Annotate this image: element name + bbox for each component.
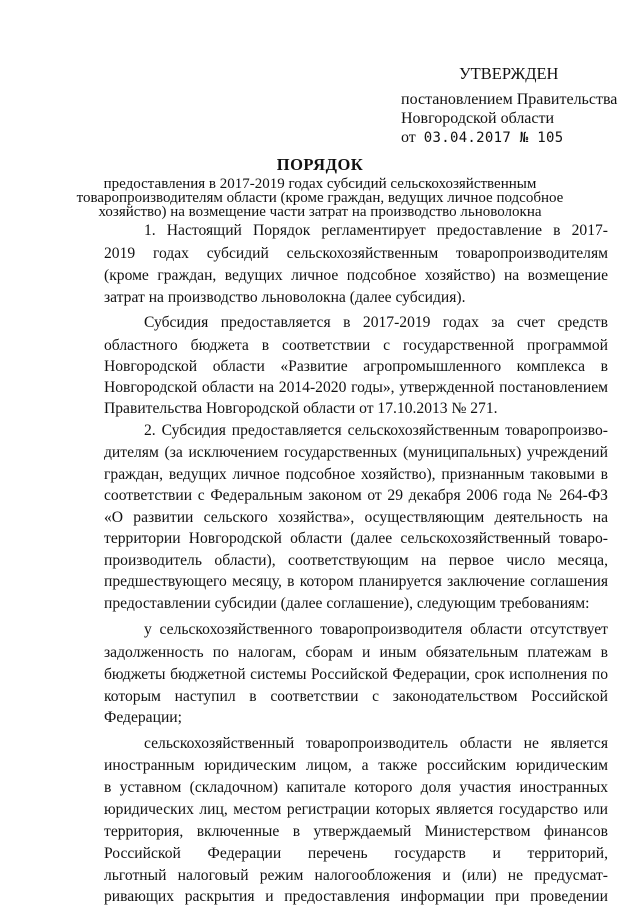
body-text-line: (кроме граждан, ведущих личное подсобное хозяйство) на возмещение bbox=[104, 267, 608, 284]
decree-from-label: от bbox=[401, 129, 416, 146]
body-text-line: иностранным юридическим лицом, а также российским юридическим bbox=[104, 757, 608, 774]
body-text-line: Новгородской области на 2014-2020 годы», утвержденной постановлением bbox=[104, 379, 608, 396]
body-text-line: Федерации; bbox=[104, 709, 182, 726]
body-text-line: «О развитии сельского хозяйства», осуществляющим деятельность на bbox=[104, 509, 608, 526]
approval-stamp-heading: УТВЕРЖДЕН bbox=[459, 64, 559, 83]
decree-line-2: Новгородской области bbox=[401, 110, 555, 127]
body-text-line: задолженность по налогам, сборам и иным обязательным платежам в bbox=[104, 644, 608, 661]
body-text-line: Новгородской области «Развитие агропромышленного комплекса в bbox=[104, 358, 608, 375]
body-text-line: соответствии с Федеральным законом от 29 декабря 2006 года № 264-ФЗ bbox=[104, 487, 608, 504]
body-text-line: сельскохозяйственный товаропроизводитель области не является bbox=[144, 735, 608, 752]
body-text-line: дителям (за исключением государственных (муниципальных) учреждений bbox=[104, 444, 608, 461]
decree-date-line bbox=[401, 128, 563, 148]
body-text-line: предоставлении субсидии (далее соглашение), следующим требованиям: bbox=[104, 595, 590, 612]
body-text-line: территория, включенные в утверждаемый Министерством финансов bbox=[104, 823, 608, 840]
body-text-line: производитель области), соответствующим на первое число месяца, bbox=[104, 552, 608, 569]
decree-line-1: постановлением Правительства bbox=[401, 91, 618, 108]
body-text-line: 2. Субсидия предоставляется сельскохозяйственным товаропроизво- bbox=[144, 422, 608, 439]
body-text-line: льготный налоговый режим налогообложения и (или) не предусмат- bbox=[104, 867, 608, 884]
body-text-line: граждан, ведущих личное подсобное хозяйство), признанным таковыми в bbox=[104, 466, 608, 483]
document-title: ПОРЯДОК bbox=[276, 155, 364, 174]
body-text-line: Российской Федерации перечень государств и территорий, bbox=[104, 845, 608, 862]
body-text-line: Субсидия предоставляется в 2017-2019 годах за счет средств bbox=[144, 314, 608, 331]
body-text-line: ривающих раскрытия и предоставления информации при проведении bbox=[104, 888, 608, 905]
body-text-line: у сельскохозяйственного товаропроизводителя области отсутствует bbox=[144, 621, 608, 638]
subtitle-line-3: хозяйство) на возмещение части затрат на производство льноволокна bbox=[98, 204, 542, 220]
body-text-line: 2019 годах субсидий сельскохозяйственным товаропроизводителям bbox=[104, 245, 608, 262]
body-text-line: 1. Настоящий Порядок регламентирует предоставление в 2017- bbox=[144, 222, 608, 239]
body-text-line: областного бюджета в соответствии с государственной программой bbox=[104, 337, 608, 354]
body-text-line: бюджеты бюджетной системы Российской Федерации, срок исполнения по bbox=[104, 666, 608, 683]
body-text-line: территории Новгородской области (далее сельскохозяйственный товаро- bbox=[104, 530, 608, 547]
subtitle-line-1: предоставления в 2017-2019 годах субсидий сельскохозяйственным bbox=[103, 176, 537, 192]
body-text-line: которым наступил в соответствии с законодательством Российской bbox=[104, 688, 608, 705]
decree-date-number: 03.04.2017 № 105 bbox=[423, 130, 564, 146]
subtitle-line-2: товаропроизводителям области (кроме граждан, ведущих личное подсобное bbox=[76, 190, 564, 206]
body-text-line: в уставном (складочном) капитале которого доля участия иностранных bbox=[104, 779, 608, 796]
body-text-line: Правительства Новгородской области от 17.10.2013 № 271. bbox=[104, 400, 498, 417]
body-text-line: юридических лиц, местом регистрации которых является государство или bbox=[104, 801, 608, 818]
body-text-line: предшествующего месяцу, в котором планируется заключение соглашения bbox=[104, 573, 608, 590]
body-text-line: затрат на производство льноволокна (далее субсидия). bbox=[104, 289, 466, 306]
